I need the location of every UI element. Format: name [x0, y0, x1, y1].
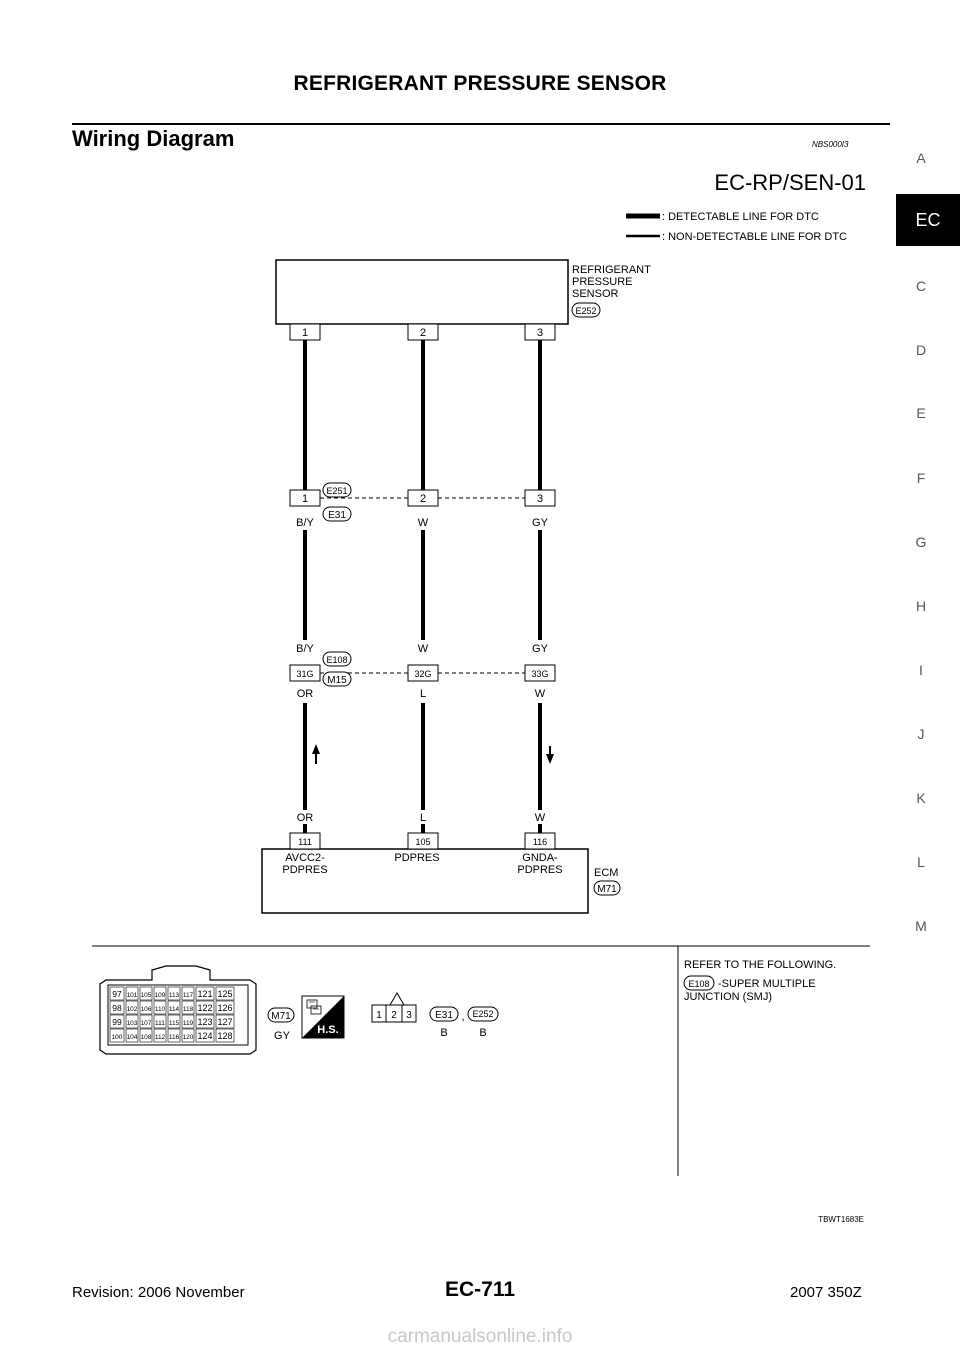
legend-non-detectable-text: : NON-DETECTABLE LINE FOR DTC: [662, 231, 847, 243]
connector-pin-label: 116: [168, 1034, 180, 1041]
connector-pin-label: 100: [111, 1034, 123, 1041]
connector-pin-label: 104: [126, 1034, 138, 1041]
section-code: NBS000I3: [812, 140, 849, 149]
m71-connector-label: M71: [271, 1011, 291, 1022]
e252-color: B: [479, 1027, 487, 1039]
wires: [305, 340, 540, 810]
small-connector-key: [390, 993, 404, 1005]
index-tab-c[interactable]: C: [915, 278, 927, 294]
joint2-color-top-1: B/Y: [296, 643, 314, 655]
sensor-box: [276, 260, 568, 324]
joint2-connector-b: M15: [327, 675, 347, 686]
joint2-pin-1: 31G: [296, 669, 314, 679]
index-tab-l[interactable]: L: [917, 854, 925, 870]
connector-pin-label: 118: [182, 1006, 194, 1013]
joint2-color-bottom-3: W: [534, 688, 546, 700]
joint1-connector-b: E31: [328, 510, 346, 521]
connector-pin-label: 109: [154, 992, 166, 999]
index-tab-d[interactable]: D: [915, 342, 927, 358]
small-pin-1: 1: [376, 1010, 382, 1021]
connector-pin-label: 113: [168, 992, 180, 999]
connector-pin-label: 117: [182, 992, 194, 999]
ecm-signal-3-line1: GNDA-: [522, 852, 558, 864]
sensor-pin-1: 1: [301, 327, 309, 339]
sensor-connector-label: E252: [575, 306, 597, 316]
connector-pin-label: 114: [168, 1006, 180, 1013]
joint2-pin-3: 33G: [531, 669, 549, 679]
ecm-pin-116: 116: [532, 837, 548, 847]
joint2-color-top-2: W: [417, 643, 429, 655]
sensor-label-line2: PRESSURE: [572, 276, 633, 288]
refer-text-2: JUNCTION (SMJ): [684, 991, 772, 1003]
ecm-signal-3-line2: PDPRES: [517, 864, 563, 876]
small-pin-3: 3: [406, 1010, 412, 1021]
index-tab-f[interactable]: F: [916, 470, 926, 486]
hs-label: H.S.: [317, 1024, 339, 1036]
sensor-label-line1: REFRIGERANT: [572, 264, 651, 276]
footer-revision: Revision: 2006 November: [72, 1284, 245, 1301]
small-pin-2: 2: [391, 1010, 397, 1021]
joint1-connector-a: E251: [326, 486, 348, 496]
index-tab-i[interactable]: I: [919, 662, 923, 678]
connector-pin-label: 121: [197, 989, 213, 999]
connector-pin-label: 98: [112, 1003, 122, 1013]
joint2-pin-2: 32G: [414, 669, 432, 679]
ecm-pin-105: 105: [415, 837, 431, 847]
connector-pin-label: 119: [182, 1020, 194, 1027]
arrow-up-icon: [312, 744, 320, 754]
sensor-label-line3: SENSOR: [572, 288, 619, 300]
m71-connector-color: GY: [274, 1030, 290, 1042]
connector-pin-label: 102: [126, 1006, 138, 1013]
index-tab-ec[interactable]: EC: [896, 194, 960, 246]
ecm-unit: [262, 812, 620, 913]
joint1-pin-2: 2: [419, 493, 427, 505]
joint-connector-e108-m15: [290, 643, 555, 700]
e31-label: E31: [435, 1010, 453, 1021]
ecm-signal-1-line2: PDPRES: [282, 864, 328, 876]
refer-connector-label: E108: [688, 979, 710, 989]
refer-panel: [684, 959, 836, 1003]
connector-pin-label: 107: [140, 1020, 152, 1027]
connector-pin-label: 122: [197, 1003, 213, 1013]
legend-detectable-text: : DETECTABLE LINE FOR DTC: [662, 211, 819, 223]
section-heading: Wiring Diagram: [72, 126, 235, 151]
connector-pin-label: 126: [217, 1003, 233, 1013]
connector-pin-label: 112: [154, 1034, 166, 1041]
joint1-color-3: GY: [532, 517, 548, 529]
refer-title: REFER TO THE FOLLOWING.: [684, 959, 837, 971]
ecm-signal-1-line1: AVCC2-: [285, 852, 325, 864]
footer-page-number: EC-711: [444, 1278, 516, 1301]
connector-pin-label: 103: [126, 1020, 138, 1027]
joint2-color-bottom-2: L: [419, 688, 427, 700]
legend: [626, 211, 847, 243]
ecm-wire-color-3: W: [534, 812, 546, 824]
connector-pin-label: 128: [217, 1031, 233, 1041]
e252-label: E252: [472, 1009, 494, 1019]
connector-separator: ,: [461, 1011, 465, 1023]
ecm-pin-111: 111: [298, 837, 312, 847]
index-tab-h[interactable]: H: [915, 598, 927, 614]
signal-arrows: [312, 744, 554, 764]
index-tab-e[interactable]: E: [916, 405, 926, 421]
connector-pin-label: 111: [155, 1020, 165, 1027]
connector-pin-label: 106: [140, 1006, 152, 1013]
footer-model: 2007 350Z: [790, 1284, 862, 1301]
refrigerant-pressure-sensor: [276, 260, 651, 340]
connector-pin-label: 124: [197, 1031, 213, 1041]
ecm-wire-color-2: L: [419, 812, 427, 824]
diagram-id: EC-RP/SEN-01: [714, 170, 866, 195]
connector-pin-label: 99: [112, 1017, 122, 1027]
connector-pin-label: 115: [168, 1020, 180, 1027]
connector-pin-label: 108: [140, 1034, 152, 1041]
sensor-pin-2: 2: [419, 327, 427, 339]
joint2-color-top-3: GY: [532, 643, 548, 655]
index-tab-k[interactable]: K: [916, 790, 926, 806]
joint1-pin-1: 1: [301, 493, 309, 505]
e31-color: B: [440, 1027, 448, 1039]
index-tab-a[interactable]: A: [916, 150, 926, 166]
arrow-down-icon: [546, 754, 554, 764]
index-tab-g[interactable]: G: [915, 534, 927, 550]
index-tab-m[interactable]: M: [915, 918, 927, 934]
watermark: carmanualsonline.info: [387, 1326, 573, 1347]
ecm-wire-color-1: OR: [296, 812, 314, 824]
index-tab-j[interactable]: J: [917, 726, 925, 742]
ecm-connector-label: M71: [597, 884, 617, 895]
joint-connector-e251-e31: [290, 483, 555, 529]
joint1-color-2: W: [417, 517, 429, 529]
ecm-signal-2-line1: PDPRES: [394, 852, 440, 864]
connector-pin-label: 123: [197, 1017, 213, 1027]
connector-pin-label: 101: [126, 992, 138, 999]
connector-pin-label: 97: [112, 989, 122, 999]
connector-face-m71: [100, 966, 344, 1054]
joint1-pin-3: 3: [536, 493, 544, 505]
connector-pin-label: 127: [217, 1017, 233, 1027]
connector-face-e31-e252: [372, 993, 498, 1039]
ecm-label: ECM: [594, 867, 619, 879]
connector-pin-label: 110: [154, 1006, 166, 1013]
connector-pin-label: 120: [182, 1034, 194, 1041]
joint2-color-bottom-1: OR: [296, 688, 314, 700]
connector-pin-label: 125: [217, 989, 233, 999]
joint2-connector-a: E108: [326, 655, 348, 665]
figure-code: TBWT1683E: [818, 1215, 864, 1224]
connector-pin-label: 105: [140, 992, 152, 999]
sensor-pin-3: 3: [536, 327, 544, 339]
refer-text-1: -SUPER MULTIPLE: [718, 978, 816, 990]
page-title: REFRIGERANT PRESSURE SENSOR: [293, 72, 667, 95]
joint1-color-1: B/Y: [296, 517, 314, 529]
